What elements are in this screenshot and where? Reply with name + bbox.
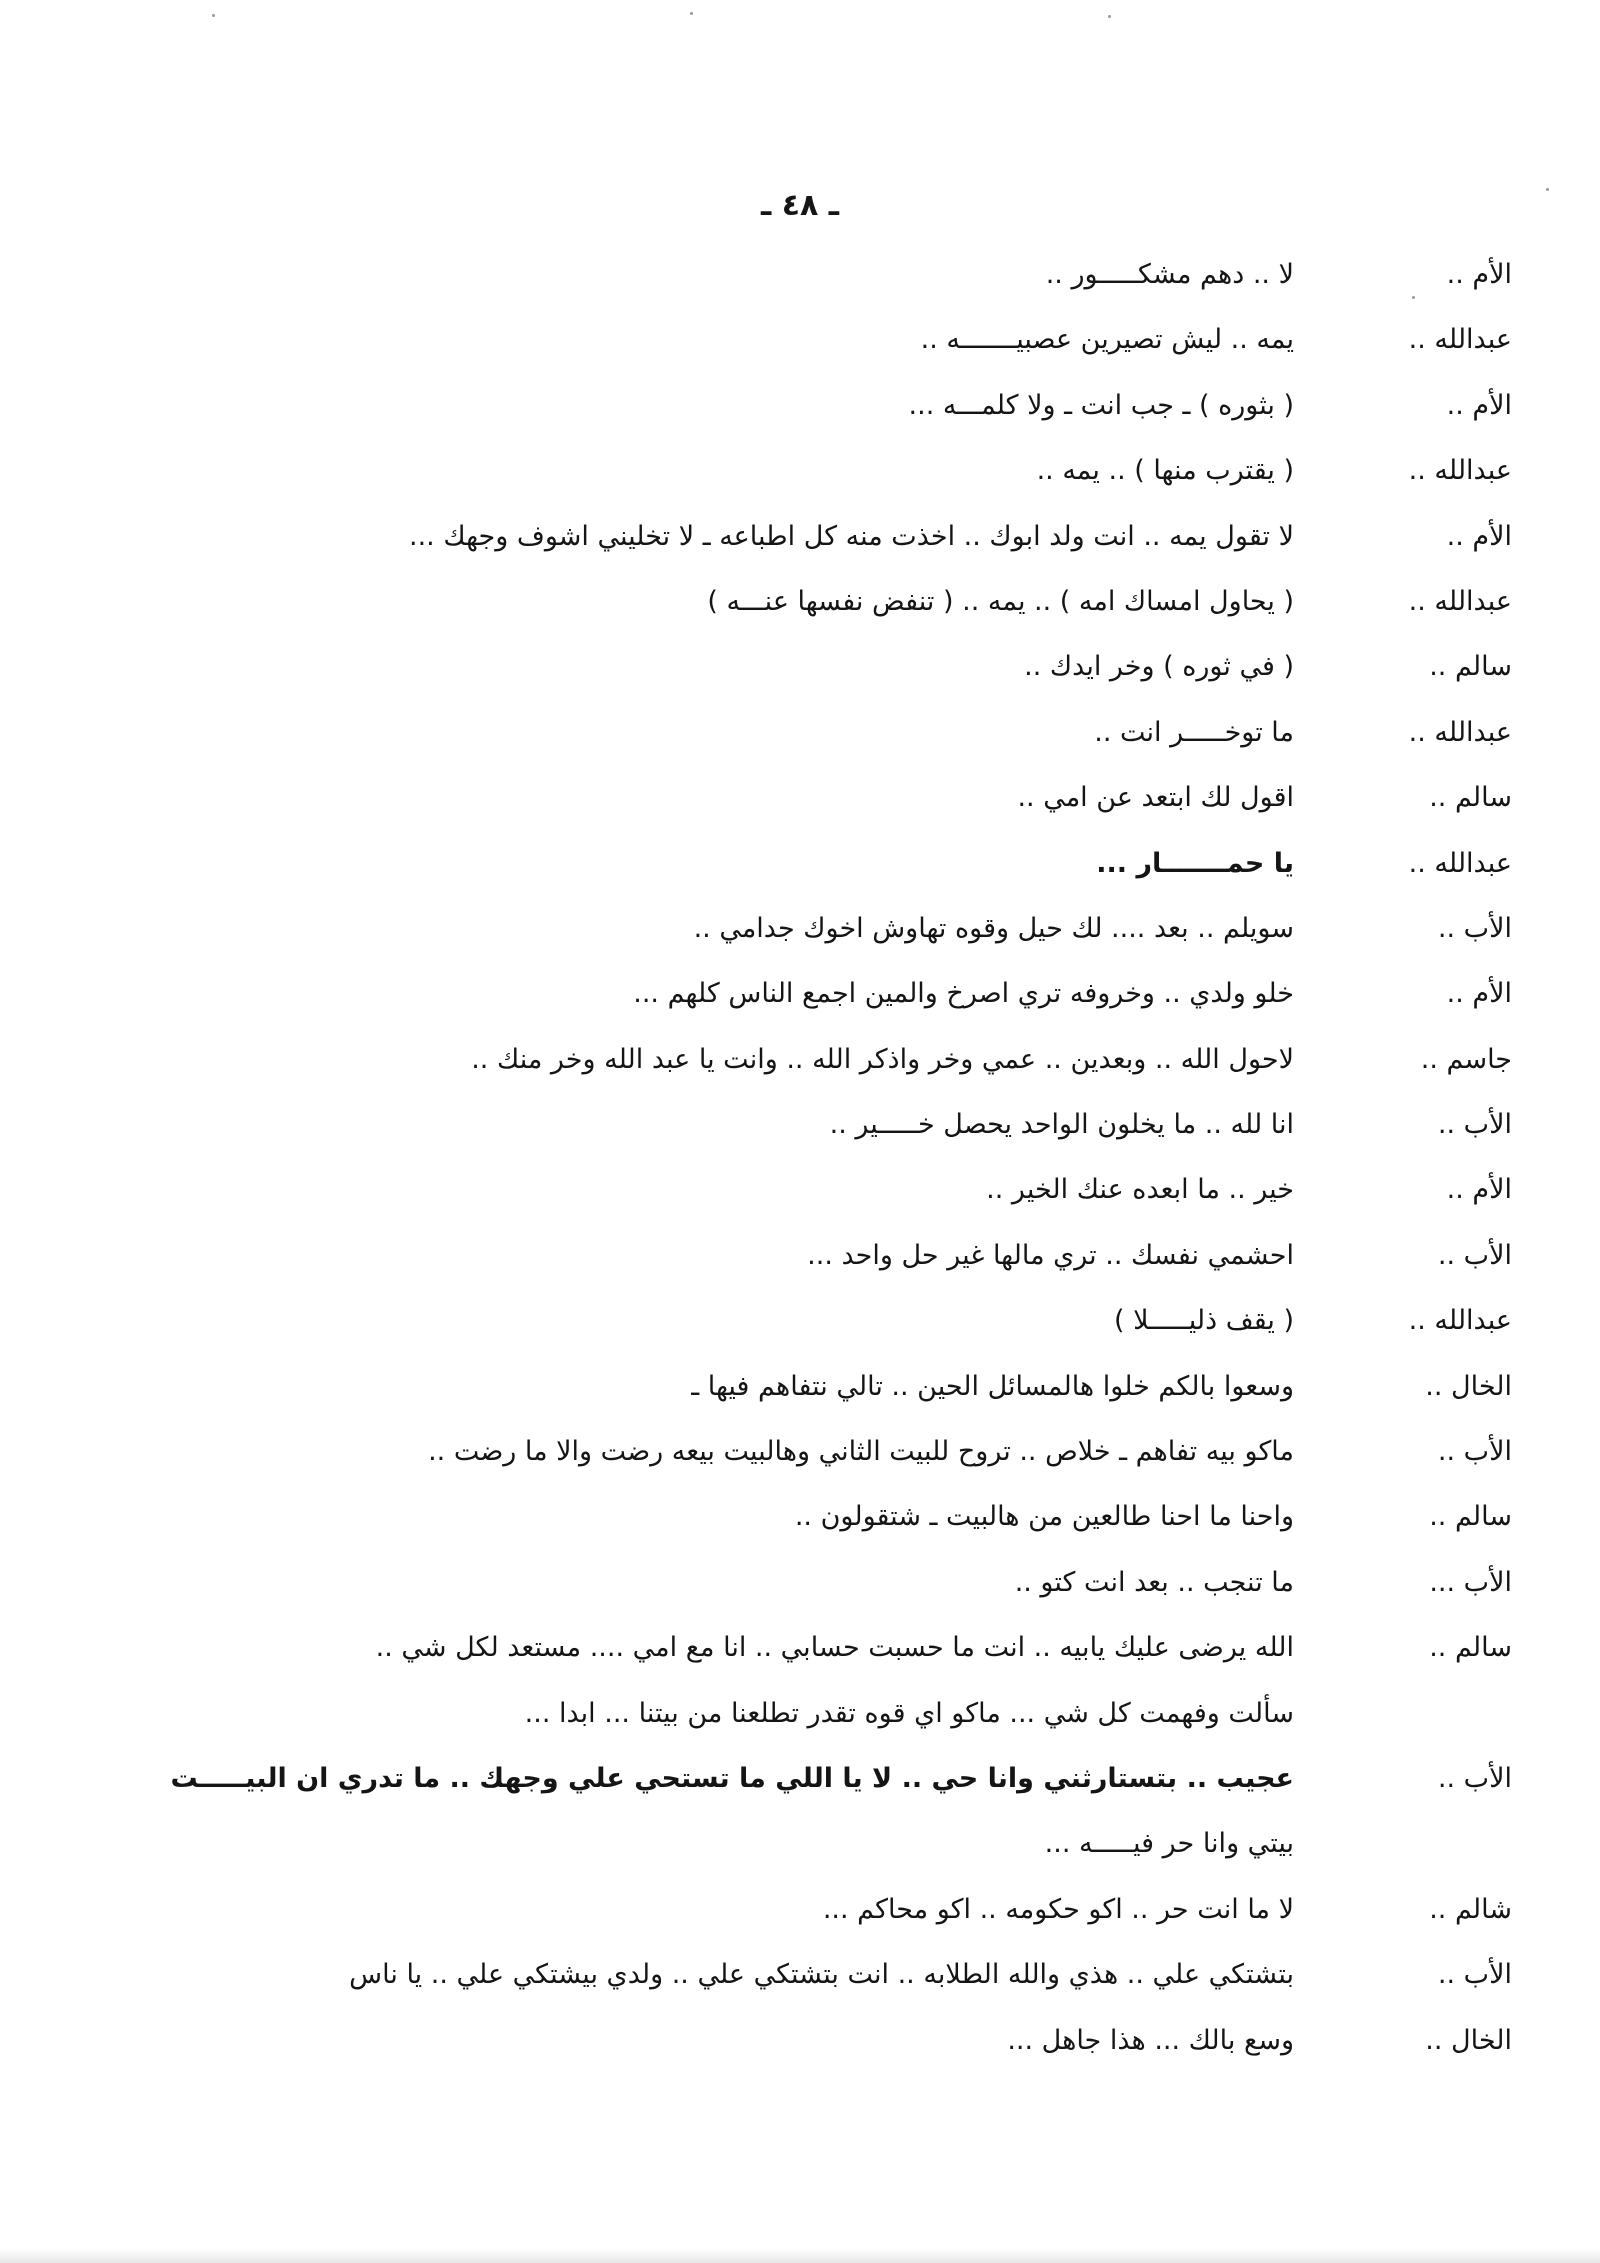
speaker-name: عبدالله .. (1408, 585, 1512, 617)
speech-text: لا .. دهم مشكـــــور .. (1045, 259, 1294, 290)
speech-text: الله يرضى عليك يابيه .. انت ما حسبت حسابي .. انا مع امي .... مستعد لكل شي .. (375, 1632, 1294, 1664)
speaker-name: الأم .. (1446, 1174, 1512, 1206)
speech-text: خلو ولدي .. وخروفه تري اصرخ والمين اجمع الناس كلهم ... (633, 978, 1294, 1010)
dialogue-line (0, 1754, 1600, 1819)
dialogue-line (0, 1296, 1600, 1361)
dialogue-line (0, 1035, 1600, 1100)
speech-text: ( بثوره ) ـ جب انت ـ ولا كلمـــه ... (908, 389, 1294, 421)
speaker-name: الأب .. (1437, 1959, 1512, 1991)
speech-text: احشمي نفسك .. تري مالها غير حل واحد ... (807, 1239, 1294, 1271)
dialogue-line (0, 1689, 1600, 1754)
speaker-name: الأب .. (1437, 1239, 1512, 1271)
dialogue-line (0, 1623, 1600, 1688)
speaker-name: عبدالله .. (1408, 324, 1512, 356)
speech-text: بتشتكي علي .. هذي والله الطلابه .. انت بتشتكي علي .. ولدي بيشتكي علي .. يا ناس (349, 1959, 1294, 1991)
speech-text: ما تنجب .. بعد انت كتو .. (1014, 1566, 1294, 1598)
dialogue-line (0, 969, 1600, 1034)
speech-text: ( يقترب منها ) .. يمه .. (1036, 455, 1294, 487)
speech-text: يمه .. ليش تصيرين عصبيـــــــه .. (920, 324, 1294, 356)
speaker-name: الخال .. (1425, 2024, 1512, 2056)
speech-text: لاحول الله .. وبعدين .. عمي وخر واذكر الله .. وانت يا عبد الله وخر منك .. (471, 1043, 1294, 1075)
speaker-name: سالم .. (1429, 1501, 1512, 1533)
dialogue-line (0, 1427, 1600, 1492)
speaker-name: جاسم .. (1420, 1043, 1512, 1075)
speaker-name: سالم .. (1429, 782, 1512, 814)
speaker-name: الأم .. (1446, 978, 1512, 1010)
dialogue-line (0, 446, 1600, 511)
dialogue-line (0, 642, 1600, 707)
dialogue-line (0, 1492, 1600, 1557)
dialogue-line (0, 708, 1600, 773)
speaker-name: الأم .. (1446, 520, 1512, 552)
speech-text: وسع بالك ... هذا جاهل ... (1007, 2024, 1294, 2056)
dialogue-line (0, 1165, 1600, 1230)
speech-text: اقول لك ابتعد عن امي .. (1017, 782, 1294, 814)
speech-text: لا تقول يمه .. انت ولد ابوك .. اخذت منه كل اطباعه ـ لا تخليني اشوف وجهك ... (408, 520, 1294, 552)
speech-text: انا لله .. ما يخلون الواحد يحصل خـــــير .. (829, 1109, 1294, 1141)
speech-text: ماكو بيه تفاهم ـ خلاص .. تروح للبيت الثاني وهالبيت بيعه رضت والا ما رضت .. (428, 1436, 1294, 1468)
dialogue-line (0, 381, 1600, 446)
speaker-name: الأم .. (1446, 259, 1512, 290)
speaker-name: سالم .. (1429, 651, 1512, 683)
dialogue-line (0, 1819, 1600, 1884)
speaker-name: عبدالله .. (1408, 716, 1512, 748)
dialogue-line (0, 315, 1600, 380)
dialogue-line (0, 1558, 1600, 1623)
dialogue-line (0, 512, 1600, 577)
speaker-name: عبدالله .. (1408, 1305, 1512, 1337)
speaker-name: الأب .. (1437, 1436, 1512, 1468)
speech-text: ( يقف ذليـــــلا ) (1114, 1305, 1294, 1337)
dialogue-list (0, 250, 1600, 2081)
page-number: ـ ٤٨ ـ (760, 188, 840, 223)
speaker-name: عبدالله .. (1408, 455, 1512, 487)
dialogue-line (0, 773, 1600, 838)
speaker-name: الأب ... (1429, 1566, 1512, 1598)
speech-text: سويلم .. بعد .... لك حيل وقوه تهاوش اخوك جدامي .. (693, 912, 1294, 944)
speaker-name: سالم .. (1429, 1632, 1512, 1664)
dialogue-line (0, 250, 1600, 315)
dialogue-line (0, 904, 1600, 969)
dialogue-line (0, 1100, 1600, 1165)
speech-text: عجيب .. بتستارثني وانا حي .. لا يا اللي ما تستحي علي وجهك .. ما تدري ان البيـــــت (170, 1762, 1294, 1794)
speech-text: ( يحاول امساك امه ) .. يمه .. ( تنفض نفسها عنـــه ) (707, 585, 1294, 617)
speech-text: يا حمـــــــار ... (1096, 847, 1294, 879)
speaker-name: الأب .. (1437, 1109, 1512, 1141)
speech-text: وسعوا بالكم خلوا هالمسائل الحين .. تالي نتفاهم فيها ـ (691, 1370, 1294, 1402)
speech-text: واحنا ما احنا طالعين من هالبيت ـ شتقولون .. (794, 1501, 1294, 1533)
speaker-name: الخال .. (1425, 1370, 1512, 1402)
speech-text: بيتي وانا حر فيـــــه ... (1044, 1828, 1294, 1860)
speaker-name: عبدالله .. (1408, 847, 1512, 879)
speaker-name: الأب .. (1437, 1762, 1512, 1794)
speech-text: ( في ثوره ) وخر ايدك .. (1024, 651, 1294, 683)
dialogue-line (0, 577, 1600, 642)
speaker-name: شالم .. (1429, 1893, 1512, 1925)
dialogue-line (0, 1362, 1600, 1427)
dialogue-line (0, 2016, 1600, 2081)
speech-text: خير .. ما ابعده عنك الخير .. (986, 1174, 1294, 1206)
speaker-name: الأم .. (1446, 389, 1512, 421)
speech-text: ما توخـــــر انت .. (1094, 716, 1294, 748)
scan-bottom-edge (0, 2249, 1600, 2263)
dialogue-line (0, 1950, 1600, 2015)
speech-text: سألت وفهمت كل شي ... ماكو اي قوه تقدر تطلعنا من بيتنا ... ابدا ... (524, 1697, 1294, 1729)
dialogue-line (0, 1231, 1600, 1296)
speaker-name: الأب .. (1437, 912, 1512, 944)
dialogue-line (0, 1885, 1600, 1950)
dialogue-line (0, 839, 1600, 904)
speech-text: لا ما انت حر .. اكو حكومه .. اكو محاكم ... (822, 1893, 1294, 1925)
